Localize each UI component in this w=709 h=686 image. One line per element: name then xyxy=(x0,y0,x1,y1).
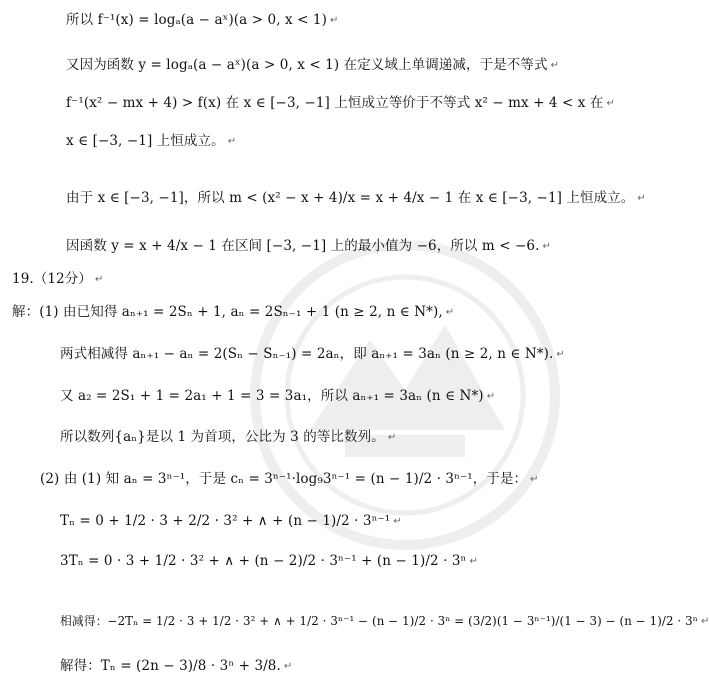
math-line-11: 所以数列{aₙ}是以 1 为首项，公比为 3 的等比数列。 ↵ xyxy=(60,429,397,445)
math-line-2: 又因为函数 y = logₐ(a − aˣ)(a > 0, x < 1) 在定义域上单调递减，于是不等式 ↵ xyxy=(66,57,560,73)
math-line-1: 所以 f⁻¹(x) = logₐ(a − aˣ)(a > 0, x < 1) ↵ xyxy=(66,12,339,28)
math-line-5: 由于 x ∈ [−3, −1]，所以 m < (x² − x + 4)/x = x + 4/x − 1 在 x ∈ [−3, −1] 上恒成立。 ↵ xyxy=(66,190,646,206)
math-line-4: x ∈ [−3, −1] 上恒成立。 ↵ xyxy=(66,133,237,149)
math-line-12: (2) 由 (1) 知 aₙ = 3ⁿ⁻¹，于是 cₙ = 3ⁿ⁻¹·log₉3ⁿ⁻¹ = (n − 1)/2 · 3ⁿ⁻¹，于是： ↵ xyxy=(40,471,539,487)
math-line-6: 因函数 y = x + 4/x − 1 在区间 [−3, −1] 上的最小值为 −6，所以 m < −6. ↵ xyxy=(66,238,551,254)
math-line-15: 相减得：−2Tₙ = 1/2 · 3 + 1/2 · 3² + ∧ + 1/2 · 3ⁿ⁻¹ − (n − 1)/2 · 3ⁿ = (3/2)(1 − 3ⁿ⁻¹)/(1 − 3) − (n − 1)/2 · 3ⁿ ↵ xyxy=(60,614,709,628)
math-line-16: 解得：Tₙ = (2n − 3)/8 · 3ⁿ + 3/8. ↵ xyxy=(60,658,293,674)
math-line-14: 3Tₙ = 0 · 3 + 1/2 · 3² + ∧ + (n − 2)/2 · 3ⁿ⁻¹ + (n − 1)/2 · 3ⁿ ↵ xyxy=(60,553,478,569)
math-line-10: 又 a₂ = 2S₁ + 1 = 2a₁ + 1 = 3 = 3a₁，所以 aₙ₊₁ = 3aₙ (n ∈ N*) ↵ xyxy=(60,388,496,404)
problem-number: 19.（12分） ↵ xyxy=(12,271,104,287)
math-line-8: 解：(1) 由已知得 aₙ₊₁ = 2Sₙ + 1, aₙ = 2Sₙ₋₁ + 1 (n ≥ 2, n ∈ N*), ↵ xyxy=(12,304,455,320)
math-line-9: 两式相减得 aₙ₊₁ − aₙ = 2(Sₙ − Sₙ₋₁) = 2aₙ，即 aₙ₊₁ = 3aₙ (n ≥ 2, n ∈ N*). ↵ xyxy=(60,346,565,362)
math-line-3: f⁻¹(x² − mx + 4) > f(x) 在 x ∈ [−3, −1] 上恒成立等价于不等式 x² − mx + 4 < x 在 ↵ xyxy=(66,95,615,111)
math-line-13: Tₙ = 0 + 1/2 · 3 + 2/2 · 3² + ∧ + (n − 1)/2 · 3ⁿ⁻¹ ↵ xyxy=(60,513,402,529)
